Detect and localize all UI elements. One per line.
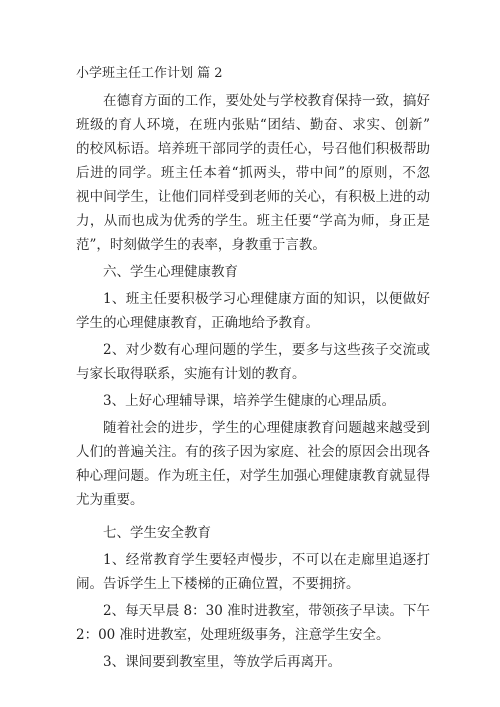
paragraph-safety-item-1 [76, 548, 430, 596]
paragraph-psych-summary [76, 416, 430, 512]
document-title: 小学班主任工作计划 篇 2 [76, 66, 223, 81]
text-line: 种心理问题。作为班主任，对学生加强心理健康教育就显得 [76, 468, 430, 484]
text-line: 后进的同学。班主任本着“抓两头，带中间”的原则，不忽 [76, 165, 430, 181]
document-body [76, 62, 430, 674]
paragraph-safety-item-2 [76, 599, 430, 647]
text-line: 与家长取得联系，实施有计划的教育。 [76, 366, 306, 382]
text-line: 闹。告诉学生上下楼梯的正确位置，不要拥挤。 [76, 576, 360, 592]
text-line: 人们的普遍关注。有的孩子因为家庭、社会的原因会出现各 [76, 444, 430, 460]
paragraph-psych-item-2 [76, 338, 430, 386]
text-line: 在德育方面的工作，要处处与学校教育保持一致，搞好 [103, 93, 430, 109]
text-line: 班级的育人环境，在班内张贴“团结、勤奋、求实、创新” [76, 117, 430, 133]
text-line: 学生的心理健康教育，正确地给予教育。 [76, 315, 319, 331]
paragraph-psych-item-3: 3、上好心理辅导课，培养学生健康的心理品质。 [103, 393, 396, 409]
text-line: 1、经常教育学生要轻声慢步，不可以在走廊里追逐打 [103, 552, 430, 568]
paragraph-moral-education [76, 89, 430, 257]
text-line: 2、每天早晨 8：30 准时进教室，带领孩子早读。下午 [103, 603, 430, 619]
text-line: 尤为重要。 [76, 492, 144, 508]
text-line: 2：00 准时进教室，处理班级事务，注意学生安全。 [76, 627, 390, 643]
text-line: 视中间学生，让他们同样受到老师的关心，有积极上进的动 [76, 189, 430, 205]
section-heading-safety: 七、学生安全教育 [103, 525, 211, 541]
text-line: 的校风标语。培养班干部同学的责任心，号召他们积极帮助 [76, 141, 430, 157]
paragraph-safety-item-3: 3、课间要到教室里，等放学后再离开。 [103, 654, 342, 670]
text-line: 2、对少数有心理问题的学生，要多与这些孩子交流或 [103, 342, 430, 358]
spacer [76, 512, 430, 521]
paragraph-psych-item-1 [76, 287, 430, 335]
text-line: 1、班主任要积极学习心理健康方面的知识，以便做好 [103, 291, 430, 307]
section-heading-psychology: 六、学生心理健康教育 [103, 264, 238, 280]
text-line: 随着社会的进步，学生的心理健康教育问题越来越受到 [103, 420, 430, 436]
text-line: 力，从而也成为优秀的学生。班主任要“学高为师，身正是 [76, 213, 430, 229]
text-line: 范”，时刻做学生的表率，身教重于言教。 [76, 237, 326, 253]
